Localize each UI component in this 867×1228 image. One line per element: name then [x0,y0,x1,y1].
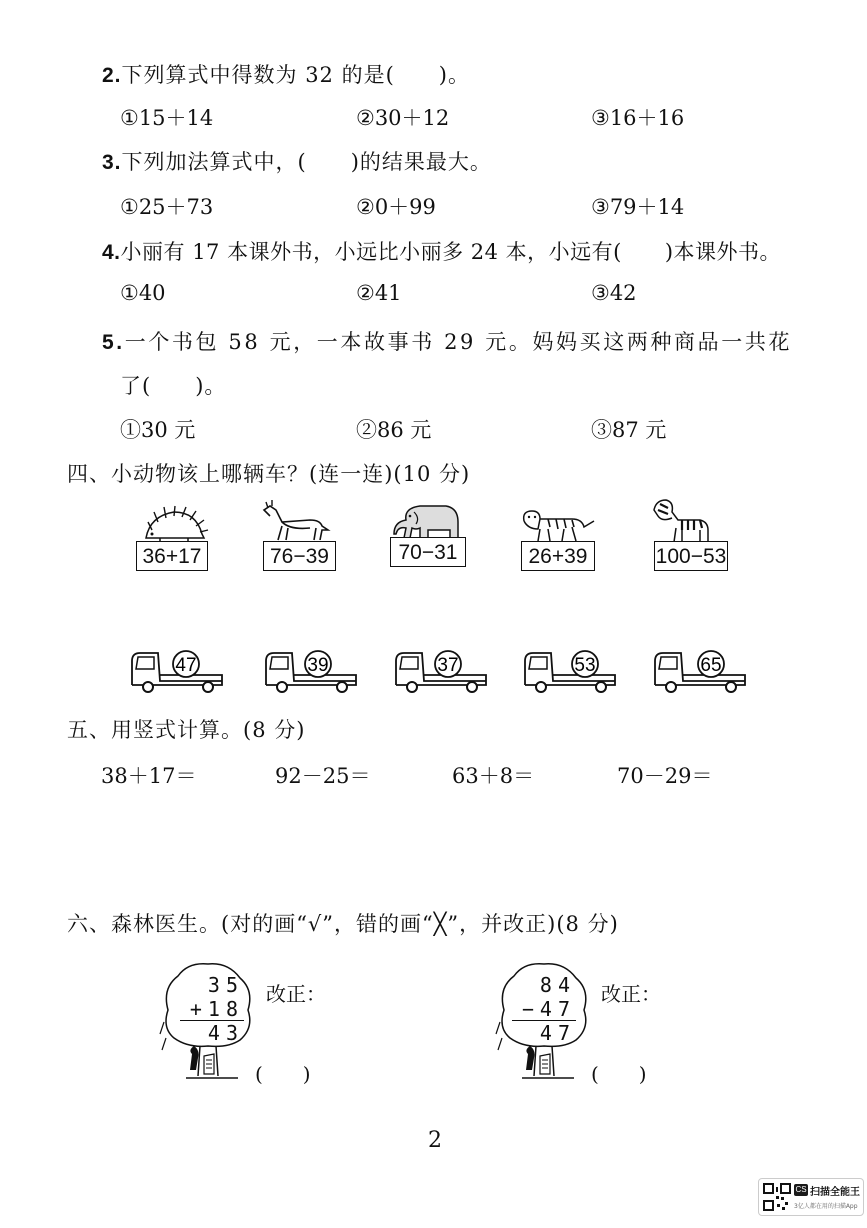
option-a: ①15＋14 [120,106,214,130]
cs-badge: CS [795,1185,807,1194]
option-a: ①30 元 [120,418,196,442]
animal-expression[interactable]: 100−53 [654,541,728,571]
qr-code-icon [763,1183,791,1211]
option-b: ②30＋12 [356,106,450,130]
vertical-operand: +18 [189,997,244,1021]
option-b: ②86 元 [356,418,432,442]
answer-paren[interactable]: ( ) [591,1062,647,1086]
animal-expression[interactable]: 26+39 [521,541,595,571]
question-text: 小丽有 17 本课外书，小远比小丽多 24 本，小远有( )本课外书。 [120,240,782,264]
question-number: 5. [102,331,125,354]
question-number: 3. [102,151,122,174]
question-text: 下列算式中得数为 32 的是( )。 [121,63,470,87]
animal-expression[interactable]: 76−39 [263,541,336,571]
vertical-top-number: 84 [539,973,576,997]
truck-number: 47 [175,655,197,676]
page-number: 2 [428,1128,442,1153]
hedgehog-icon [140,504,210,544]
section-6-title: 六、森林医生。(对的画“√”，错的画“╳”，并改正)(8 分) [67,912,619,936]
truck-number: 53 [574,655,596,676]
truck-icon[interactable] [128,645,228,695]
truck-number: 37 [437,655,459,676]
calc-item: 63＋8＝ [452,764,535,788]
section-4-title: 四、小动物该上哪辆车？(连一连)(10 分) [67,462,471,486]
answer-paren[interactable]: ( ) [255,1062,311,1086]
option-c: ③87 元 [591,418,667,442]
fix-label: 改正： [266,982,326,1006]
calc-item: 92－25＝ [275,764,371,788]
option-b: ②0＋99 [356,195,436,219]
zebra-icon [650,496,712,544]
calc-item: 38＋17＝ [101,764,197,788]
scanner-watermark [758,1178,864,1216]
question-text: 一个书包 58 元，一本故事书 29 元。妈妈买这两种商品一共花 [124,330,793,354]
animal-expression[interactable]: 70−31 [390,537,466,567]
animal-expression[interactable]: 36+17 [136,541,208,571]
question-4 [102,236,781,266]
truck-icon[interactable] [392,645,492,695]
truck-number: 39 [307,655,329,676]
question-5 [102,326,792,356]
question-3 [102,146,492,176]
section-5-title: 五、用竖式计算。(8 分) [67,718,306,742]
calc-item: 70－29＝ [617,764,713,788]
vertical-result: 43 [207,1021,244,1045]
vertical-top-number: 35 [207,973,244,997]
watermark-title: 扫描全能王 [810,1187,860,1198]
horse-icon [260,500,334,544]
question-number: 4. [102,241,121,264]
truck-icon[interactable] [262,645,362,695]
elephant-icon [390,500,462,542]
question-number: 2. [102,64,122,87]
fix-label: 改正： [601,982,661,1006]
option-c: ③79＋14 [591,195,685,219]
option-a: ①40 [120,281,166,305]
truck-icon[interactable] [651,645,751,695]
question-5-continued: 了( )。 [120,374,227,398]
tiger-icon [518,503,596,545]
vertical-result: 47 [539,1021,576,1045]
truck-number: 65 [700,655,722,676]
option-c: ③16＋16 [591,106,685,130]
vertical-operand: −47 [521,997,576,1021]
question-text: 下列加法算式中，( )的结果最大。 [121,150,492,174]
option-c: ③42 [591,281,637,305]
option-b: ②41 [356,281,402,305]
option-a: ①25＋73 [120,195,214,219]
question-2 [102,59,470,89]
watermark-subtitle: 3亿人都在用的扫描App [794,1203,858,1210]
truck-icon[interactable] [521,645,621,695]
